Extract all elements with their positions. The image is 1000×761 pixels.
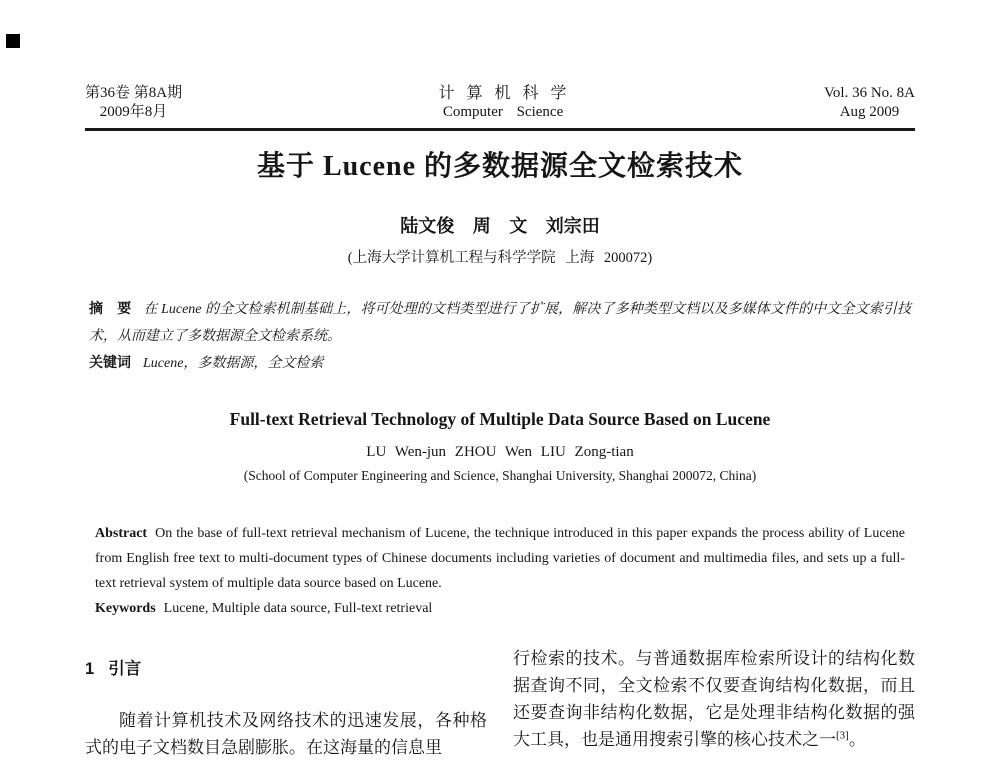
abstract-cn-text: 在 Lucene 的全文检索机制基础上，将可处理的文档类型进行了扩展，解决了多种类型文档以及多媒体文件的中文全文索引技术，从而建立了多数据源全文检索系统。 [89,302,911,344]
keywords-cn-line [89,350,911,377]
scan-artifact-mark [6,34,20,48]
abstract-en-paragraph [95,521,905,596]
abstract-cn-label: 摘 要 [89,302,132,317]
abstract-en-block [85,521,915,621]
abstract-cn-paragraph [89,296,911,350]
volume-number-line: Vol. 36 No. 8A [824,85,915,101]
journal-name-en: Computer Science [442,104,564,120]
keywords-cn-text: Lucene，多数据源，全文检索 [143,356,324,371]
journal-name-cn: 计 算 机 科 学 [438,85,568,102]
keywords-cn-label: 关键词 [89,356,131,371]
section-1-heading [85,657,487,681]
intro-paragraph-left: 随着计算机技术及网络技术的迅速发展，各种格式的电子文档数目急剧膨胀。在这海量的信息里 [85,711,487,757]
abstract-en-label: Abstract [95,526,148,541]
right-paragraph-text: 行检索的技术。与普通数据库检索所设计的结构化数据查询不同，全文检索不仅要查询结构化数据，而且还要查询非结构化数据，它是处理非结构化数据的强大工具，也是通用搜索引擎的核心技术之一 [513,649,915,749]
article-title-cn: 基于 Lucene 的多数据源全文检索技术 [256,151,744,182]
column-right [513,645,915,761]
article-title-en: Full-text Retrieval Technology of Multiple Data Source Based on Lucene [229,409,771,429]
affiliation-cn: (上海大学计算机工程与科学学院 上海 200072) [347,250,653,266]
authors-cn: 陆文俊 周 文 刘宗田 [400,216,600,236]
volume-info [824,84,915,122]
keywords-en-line [95,596,905,621]
right-paragraph-end: 。 [848,730,866,749]
keywords-en-text: Lucene, Multiple data source, Full-text retrieval [163,601,433,616]
issue-info [85,84,182,122]
section-1-number: 1 [85,660,95,678]
intro-paragraph-right [513,645,915,753]
journal-header [85,84,915,131]
authors-en: LU Wen-jun ZHOU Wen LIU Zong-tian [366,444,634,460]
citation-ref-3: [3] [836,729,849,742]
affiliation-en: (School of Computer Engineering and Science, Shanghai University, Shanghai 200072, China) [243,468,757,483]
issue-date-line: 2009年8月 [99,104,168,120]
abstract-en-text: On the base of full-text retrieval mechanism of Lucene, the technique introduced in this paper expands the process ability of Lucene from English free text to multi-document types of Chinese documents including varieties of document and multimedia files, and sets up a full-text retrieval system of multiple data source based on Lucene. [95,526,905,591]
column-left [85,645,487,761]
issue-volume-line: 第36卷 第8A期 [85,85,183,101]
keywords-en-label: Keywords [95,601,156,616]
section-1-title: 引言 [108,660,142,678]
journal-name-block [439,84,568,122]
volume-date-line: Aug 2009 [839,104,900,120]
two-column-body [85,645,915,761]
abstract-cn-block [85,296,915,377]
